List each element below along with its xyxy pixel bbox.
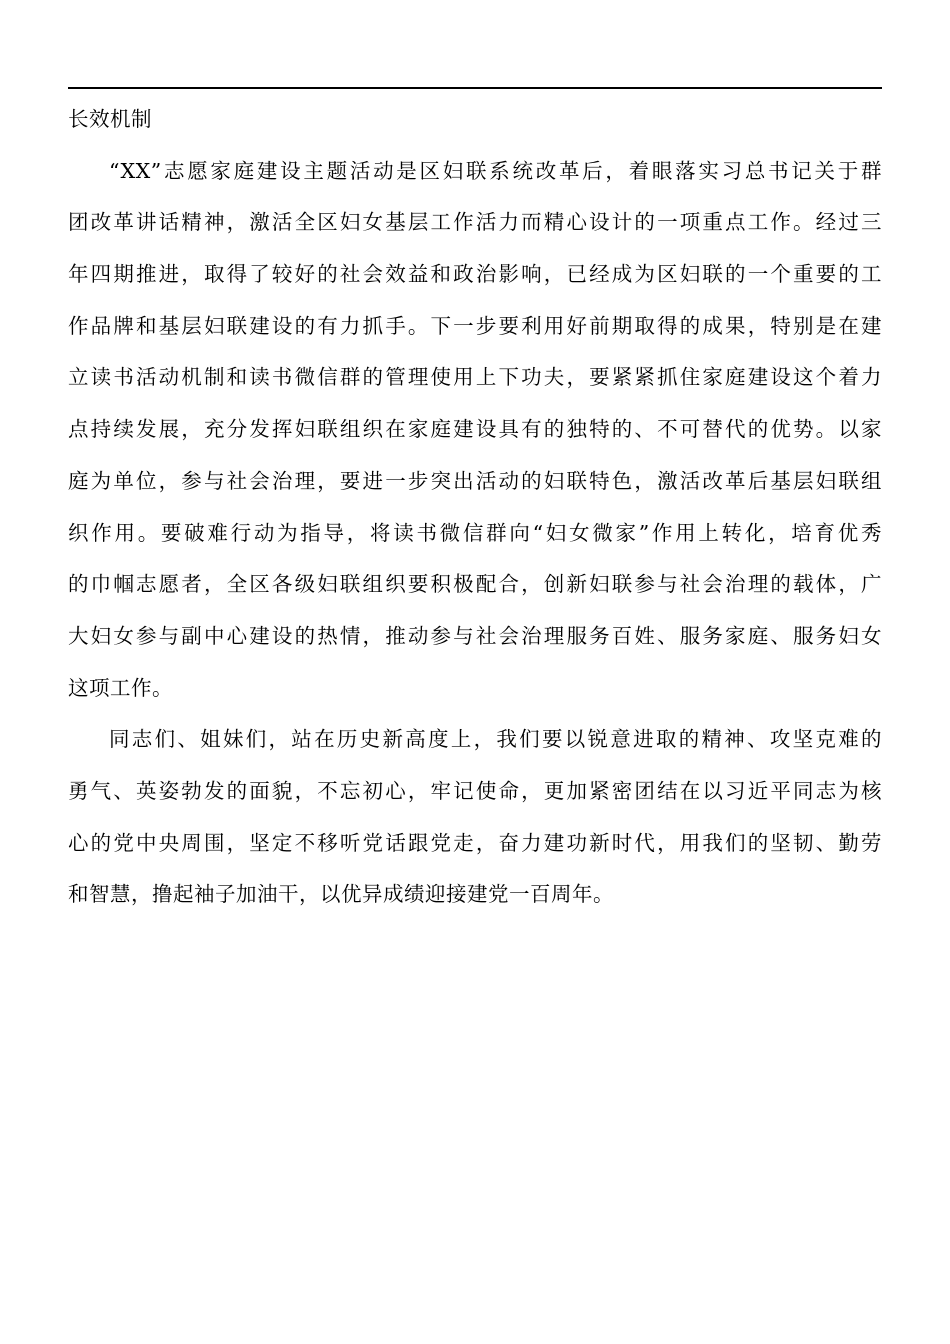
document-page bbox=[68, 0, 882, 1344]
paragraph-line: 的巾帼志愿者，全区各级妇联组织要积极配合，创新妇联参与社会治理的载体，广 bbox=[68, 572, 882, 597]
paragraph-line: “XX”志愿家庭建设主题活动是区妇联系统改革后，着眼落实习总书记关于群 bbox=[109, 158, 882, 183]
paragraph-line: 作品牌和基层妇联建设的有力抓手。下一步要利用好前期取得的成果，特别是在建 bbox=[68, 313, 882, 338]
paragraph-line: 和智慧，撸起袖子加油干，以优异成绩迎接建党一百周年。 bbox=[68, 882, 614, 907]
paragraph-line: 团改革讲话精神，激活全区妇女基层工作活力而精心设计的一项重点工作。经过三 bbox=[68, 210, 882, 235]
paragraph-line: 织作用。要破难行动为指导，将读书微信群向“妇女微家”作用上转化，培育优秀 bbox=[68, 520, 882, 545]
paragraph-line: 点持续发展，充分发挥妇联组织在家庭建设具有的独特的、不可替代的优势。以家 bbox=[68, 417, 882, 442]
paragraph-2 bbox=[68, 714, 882, 921]
paragraph-line: 这项工作。 bbox=[68, 675, 173, 700]
paragraph-line: 心的党中央周围，坚定不移听党话跟党走，奋力建功新时代，用我们的坚韧、勤劳 bbox=[68, 830, 882, 855]
continued-heading: 长效机制 bbox=[68, 107, 152, 131]
paragraph-line: 大妇女参与副中心建设的热情，推动参与社会治理服务百姓、服务家庭、服务妇女 bbox=[68, 623, 882, 648]
paragraph-line: 勇气、英姿勃发的面貌，不忘初心，牢记使命，更加紧密团结在以习近平同志为核 bbox=[68, 778, 882, 803]
paragraph-line: 年四期推进，取得了较好的社会效益和政治影响，已经成为区妇联的一个重要的工 bbox=[68, 262, 882, 287]
paragraph-line: 立读书活动机制和读书微信群的管理使用上下功夫，要紧紧抓住家庭建设这个着力 bbox=[68, 365, 882, 390]
paragraph-1 bbox=[68, 146, 882, 715]
document-body bbox=[68, 94, 882, 921]
paragraph-line: 庭为单位，参与社会治理，要进一步突出活动的妇联特色，激活改革后基层妇联组 bbox=[68, 468, 882, 493]
paragraph-line: 同志们、姐妹们，站在历史新高度上，我们要以锐意进取的精神、攻坚克难的 bbox=[109, 727, 882, 752]
header-rule bbox=[68, 87, 882, 89]
